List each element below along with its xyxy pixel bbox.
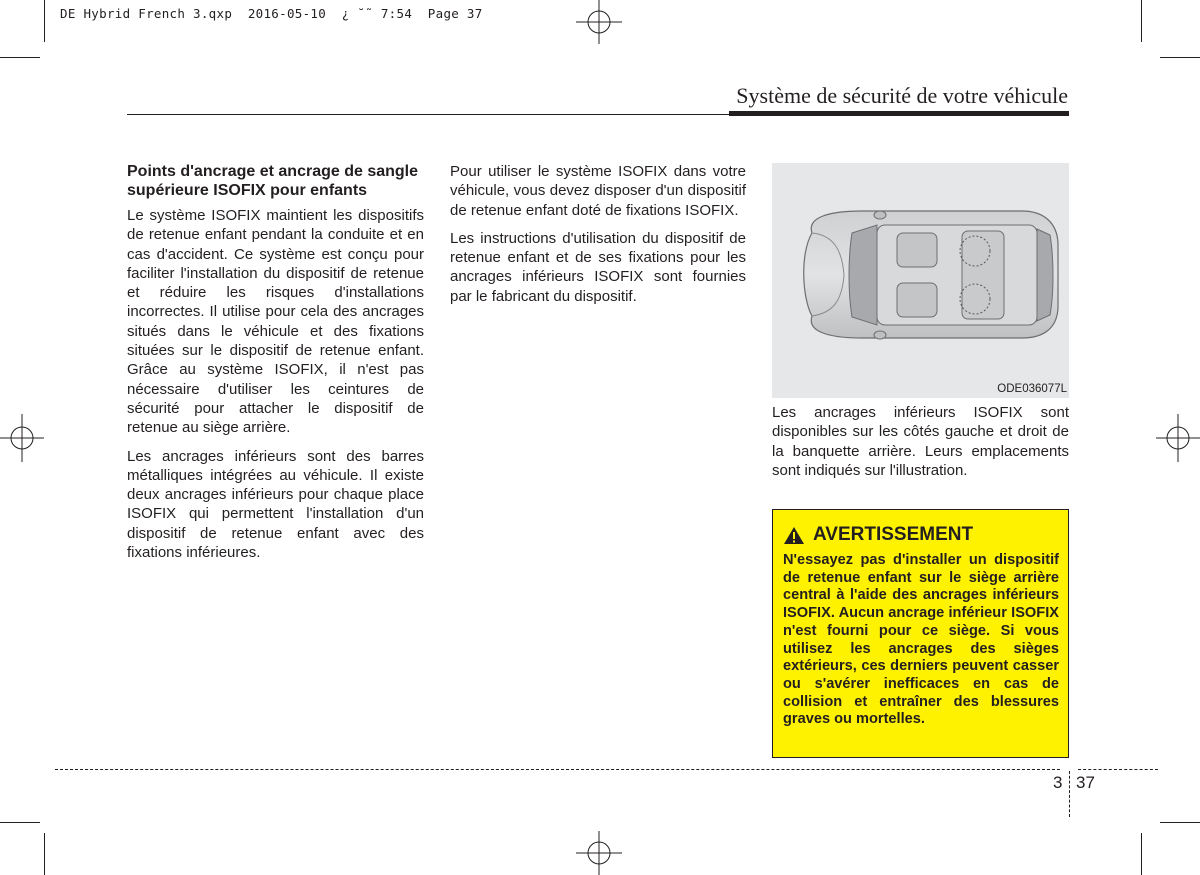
crop-mark [44, 0, 45, 42]
crop-mark [1141, 833, 1142, 875]
warning-triangle-icon [783, 526, 805, 545]
registration-mark-top [576, 0, 622, 44]
subheading: Points d'ancrage et ancrage de sangle supérieure ISOFIX pour enfants [127, 163, 419, 199]
paragraph: Le système ISOFIX maintient les dispositifs de retenue enfant pendant la conduite et en cas d'accident. Ce système est conçu pour faciliter l'installation du dispositif de retenue et réduire les risques d'installations incorrectes. Il utilise pour cela des ancrages situés dans le véhicule et des fixations situées sur le dispositif de retenue enfant. Grâce au système ISOFIX, il n'est pas nécessaire d'utiliser les ceintures de sécurité pour attacher le dispositif de retenue au siège arrière. [127, 207, 424, 437]
crop-mark [0, 57, 40, 58]
crop-mark [1160, 57, 1200, 58]
paragraph: Pour utiliser le système ISOFIX dans votre véhicule, vous devez disposer d'un dispositif de retenue enfant doté de fixations ISOFIX. [450, 163, 746, 219]
paragraph: Les ancrages inférieurs ISOFIX sont disponibles sur les côtés gauche et droit de la banquette arrière. Leurs emplacements sont indiqués sur l'illustration. [772, 404, 1069, 479]
chapter-number: 3 [1053, 773, 1063, 792]
print-header: DE Hybrid French 3.qxp 2016-05-10 ¿ ˘˜ 7:54 Page 37 [60, 6, 483, 21]
warning-header [783, 524, 973, 546]
warning-box [772, 509, 1069, 758]
column-right [772, 403, 1069, 489]
registration-mark-left [0, 414, 44, 462]
paragraph: Les ancrages inférieurs sont des barres métalliques intégrées au véhicule. Il existe deux ancrages inférieurs pour chaque place ISOFIX qui permettent l'installation d'un dispositif de retenue enfant avec des fixations inférieures. [127, 447, 424, 562]
footer-dashed-rule [1078, 769, 1158, 770]
registration-mark-bottom [576, 831, 622, 875]
isofix-figure [772, 163, 1069, 398]
header-rule-thick [729, 111, 1069, 116]
footer-dashed-rule [55, 769, 1060, 770]
header-rule [127, 114, 729, 115]
paragraph: Les instructions d'utilisation du dispositif de retenue enfant et de ses fixations pour les ancrages inférieurs ISOFIX sont fournies par le fabricant du dispositif. [450, 229, 746, 305]
warning-text: N'essayez pas d'installer un dispositif de retenue enfant sur le siège arrière central à l'aide des ancrages inférieurs ISOFIX. Aucun ancrage inférieur ISOFIX n'est fourni pour ce siège. Si vous utilisez les ancrages des sièges extérieurs, ces derniers peuvent casser ou s'avérer inefficaces en cas de collision et entraîner des blessures graves ou mortelles. [783, 552, 1059, 728]
page-number-separator [1069, 771, 1070, 817]
section-title: Système de sécurité de votre véhicule [736, 83, 1068, 108]
page-number: 37 [1076, 773, 1095, 792]
figure-code: ODE036077L [997, 383, 1067, 395]
column-middle [450, 162, 746, 315]
registration-mark-right [1154, 414, 1200, 462]
column-left [127, 162, 424, 571]
crop-mark [1160, 822, 1200, 823]
car-top-view-illustration [772, 163, 1069, 388]
crop-mark [0, 822, 40, 823]
crop-mark [1141, 0, 1142, 42]
warning-title: AVERTISSEMENT [813, 524, 974, 545]
crop-mark [44, 833, 45, 875]
